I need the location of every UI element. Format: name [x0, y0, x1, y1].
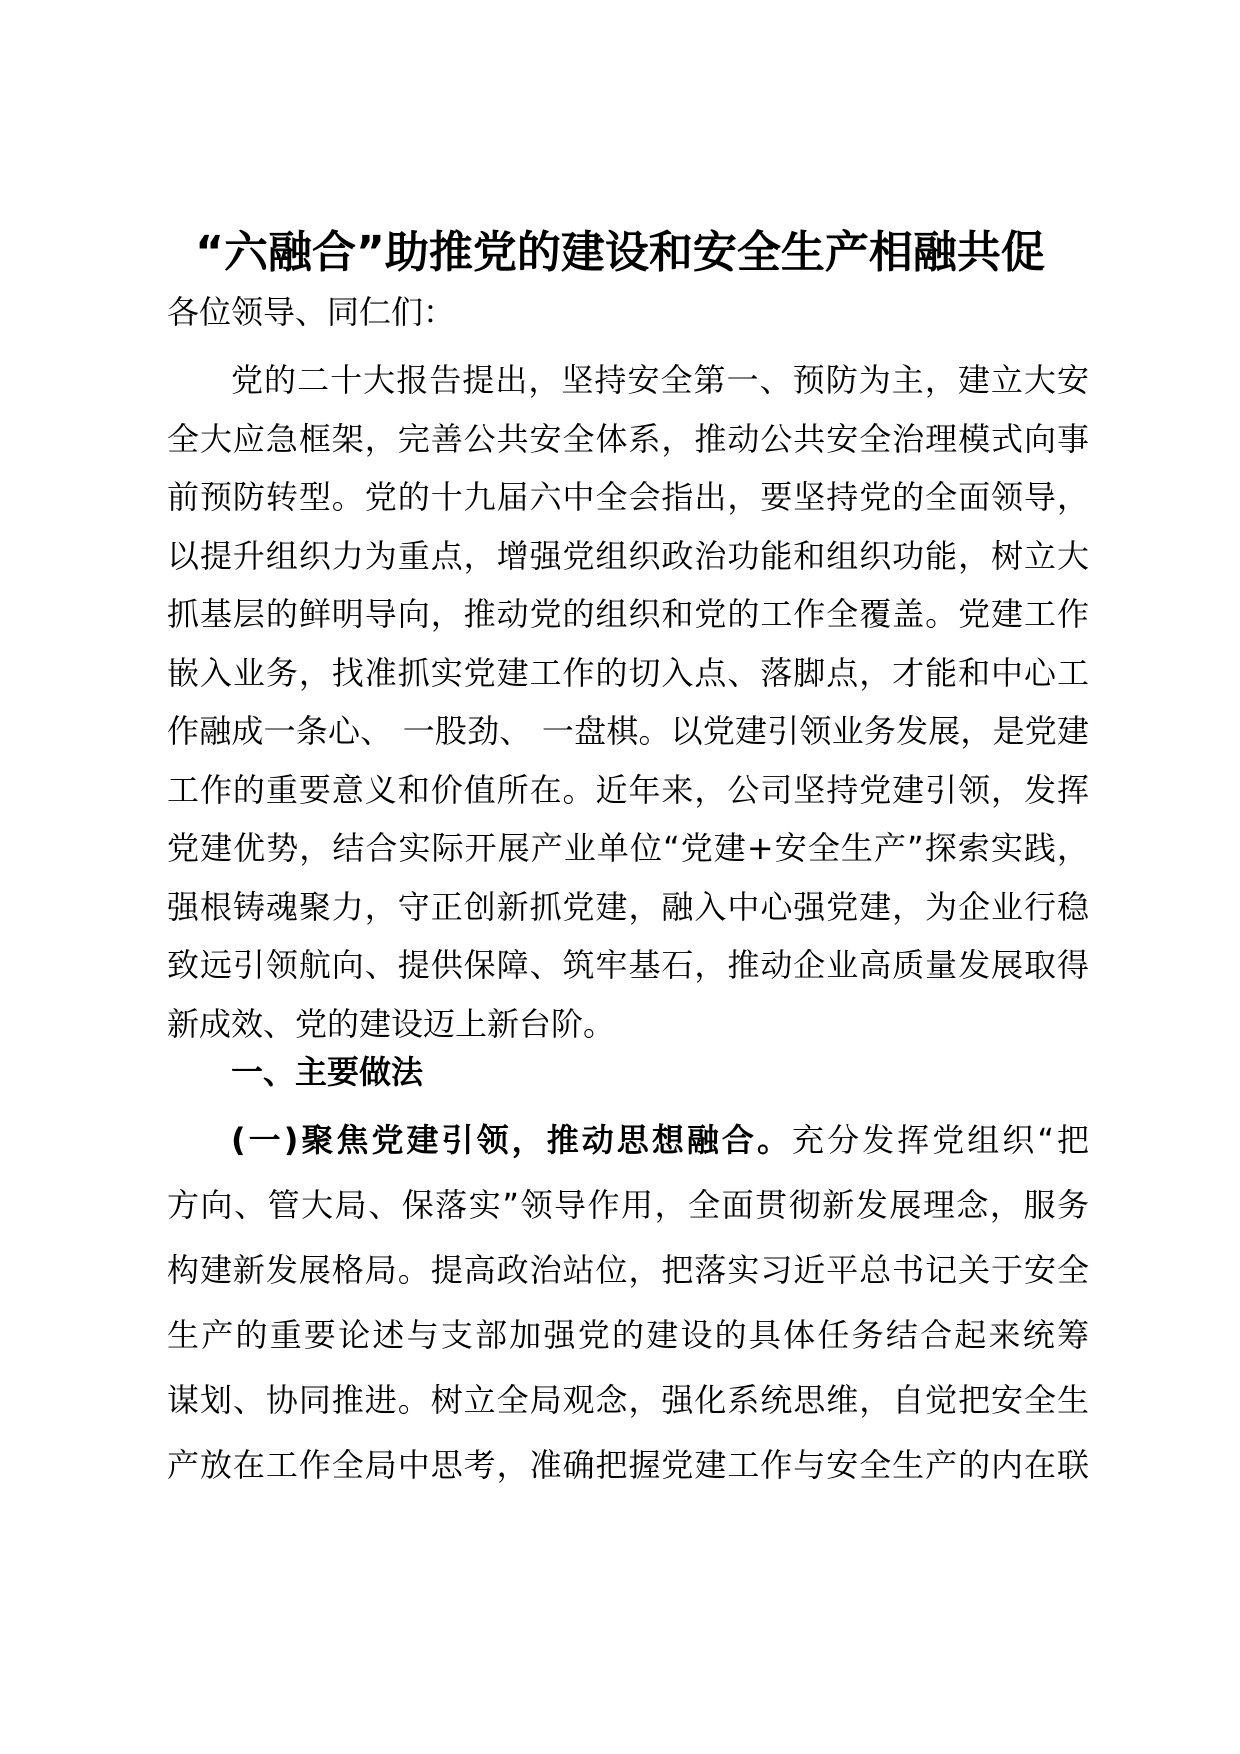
paragraph-line: 党的二十大报告提出，坚持安全第一、预防为主，建立大安	[231, 361, 1089, 399]
paragraph-line: 产放在工作全局中思考，准确把握党建工作与安全生产的内在联	[167, 1446, 1089, 1484]
paragraph-line	[167, 1108, 1089, 1173]
paragraph-line: 抓基层的鲜明导向，推动党的组织和党的工作全覆盖。党建工作	[167, 595, 1089, 633]
paragraph-line: 新成效、党的建设迈上新台阶。	[167, 1004, 616, 1043]
subsection-heading: (一)聚焦党建引领，推动思想融合。	[231, 1121, 793, 1159]
paragraph-text: 充分发挥党组织“把	[792, 1121, 1089, 1159]
paragraph-line: 谋划、协同推进。树立全局观念，强化系统思维，自觉把安全生	[167, 1381, 1089, 1419]
paragraph-line: 强根铸魂聚力，守正创新抓党建，融入中心强党建，为企业行稳	[167, 887, 1089, 926]
paragraph-line: 全大应急框架，完善公共安全体系，推动公共安全治理模式向事	[167, 419, 1089, 458]
paragraph-line: 致远引领航向、提供保障、筑牢基石，推动企业高质量发展取得	[167, 946, 1089, 984]
paragraph-line: 生产的重要论述与支部加强党的建设的具体任务结合起来统筹	[167, 1316, 1089, 1354]
paragraph-line: 方向、管大局、保落实”领导作用，全面贯彻新发展理念，服务	[167, 1186, 1089, 1224]
section-paragraph	[167, 1108, 1089, 1498]
paragraph-line: 以提升组织力为重点，增强党组织政治功能和组织功能，树立大	[167, 536, 1089, 575]
section-heading: 一、主要做法	[231, 1053, 424, 1091]
paragraph-line: 构建新发展格局。提高政治站位，把落实习近平总书记关于安全	[167, 1251, 1089, 1289]
paragraph-line: 嵌入业务，找准抓实党建工作的切入点、落脚点，才能和中心工	[167, 653, 1089, 692]
salutation: 各位领导、同仁们：	[167, 293, 456, 331]
paragraph-line: 作融成一条心、 一股劲、 一盘棋。以党建引领业务发展，是党建	[167, 712, 1089, 750]
paragraph-line: 前预防转型。党的十九届六中全会指出，要坚持党的全面领导，	[167, 478, 1089, 516]
paragraph-line: 党建优势，结合实际开展产业单位“党建+安全生产”探索实践，	[167, 829, 1089, 867]
document-title: “六融合”助推党的建设和安全生产相融共促	[195, 227, 1045, 278]
paragraph-line: 工作的重要意义和价值所在。近年来，公司坚持党建引领，发挥	[167, 770, 1089, 809]
intro-paragraph	[167, 351, 1089, 1053]
